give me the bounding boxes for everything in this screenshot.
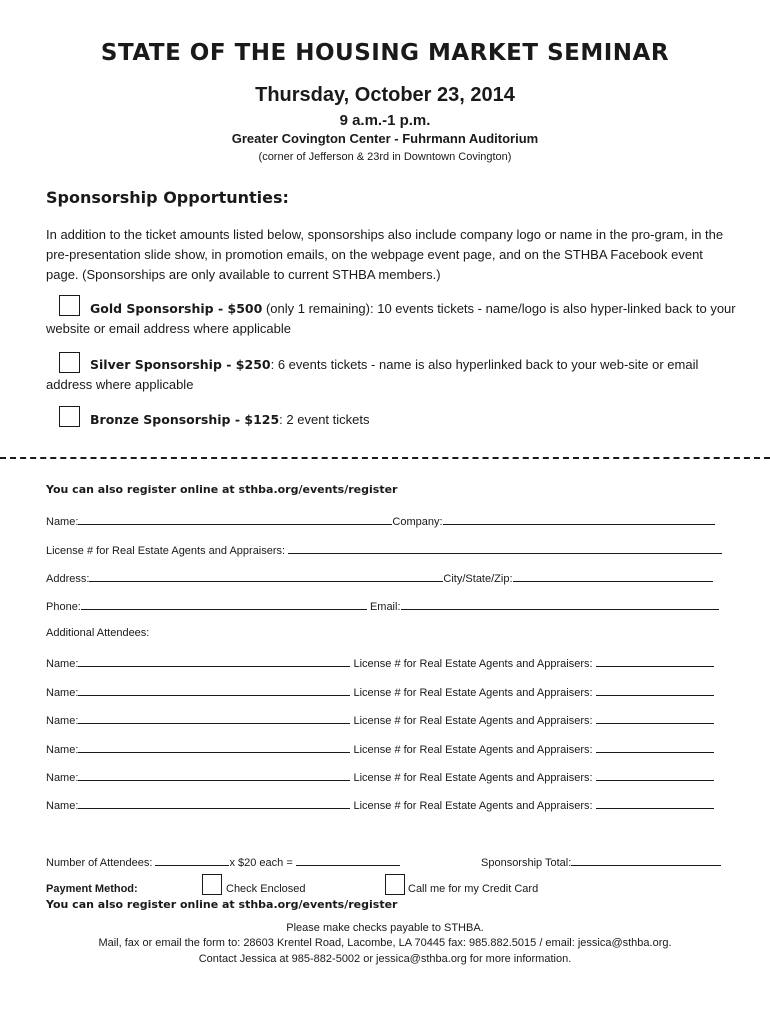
attendee-name-label: Name:: [46, 800, 79, 812]
attendee-license-label: License # for Real Estate Agents and Appraisers:: [353, 715, 593, 727]
seminar-title: STATE OF THE HOUSING MARKET SEMINAR: [100, 40, 670, 66]
attendee-row: [46, 712, 714, 727]
name-label: Name:: [46, 516, 79, 528]
attendee-row: [46, 741, 714, 756]
attendee-total-field[interactable]: [296, 854, 400, 866]
footer-checks-payable: Please make checks payable to STHBA.: [286, 922, 484, 934]
silver-sponsorship-option: [46, 355, 736, 395]
phone-label: Phone:: [46, 601, 81, 613]
company-label: Company:: [392, 516, 443, 528]
name-row: [46, 513, 715, 528]
name-field[interactable]: [78, 513, 392, 525]
attendee-row: [46, 797, 714, 812]
register-online-note: You can also register online at sthba.org/events/register: [46, 483, 398, 496]
sponsorship-total-label: Sponsorship Total:: [481, 857, 572, 869]
attendee-name-label: Name:: [46, 772, 79, 784]
attendee-row: [46, 769, 714, 784]
gold-sponsorship-option: [46, 299, 736, 339]
cut-line-divider: [0, 457, 770, 459]
attendee-name-label: Name:: [46, 744, 79, 756]
attendee-name-field[interactable]: [78, 769, 350, 781]
address-label: Address:: [46, 573, 90, 585]
attendee-license-label: License # for Real Estate Agents and Appraisers:: [353, 744, 593, 756]
num-attendees-label: Number of Attendees:: [46, 857, 153, 869]
email-field[interactable]: [401, 598, 719, 610]
sponsorship-heading: Sponsorship Opportunties:: [46, 188, 289, 207]
attendee-license-label: License # for Real Estate Agents and Appraisers:: [353, 800, 593, 812]
bronze-sponsorship-details: : 2 event tickets: [279, 412, 370, 427]
attendee-license-field[interactable]: [596, 712, 714, 724]
attendee-license-field[interactable]: [596, 655, 714, 667]
attendee-row: [46, 684, 714, 699]
attendee-license-field[interactable]: [596, 741, 714, 753]
register-online-note-bottom: You can also register online at sthba.org/events/register: [46, 898, 398, 911]
attendee-name-field[interactable]: [78, 712, 350, 724]
footer-mail-info: Mail, fax or email the form to: 28603 Krentel Road, Lacombe, LA 70445 fax: 985.882.5015 / email: jessica@sthba.org.: [98, 937, 672, 949]
sponsorship-intro: In addition to the ticket amounts listed below, sponsorships also include company logo or name in the pro-gram, in the pre-presentation slide show, in promotion emails, on the webpage event page, and on the STHBA Facebook event page. (Sponsorships are only available to current STHBA members.): [46, 227, 724, 282]
check-enclosed-checkbox[interactable]: [202, 874, 222, 895]
additional-attendees-label: Additional Attendees:: [46, 627, 150, 639]
attendee-license-field[interactable]: [596, 684, 714, 696]
city-label: City/State/Zip:: [443, 573, 513, 585]
attendee-name-field[interactable]: [78, 797, 350, 809]
phone-field[interactable]: [81, 598, 367, 610]
phone-row: [46, 598, 719, 613]
attendee-name-field[interactable]: [78, 741, 350, 753]
attendee-name-label: Name:: [46, 687, 79, 699]
event-time: 9 a.m.-1 p.m.: [339, 112, 431, 129]
num-attendees-field[interactable]: [155, 854, 229, 866]
address-row: [46, 570, 713, 585]
credit-card-label: Call me for my Credit Card: [408, 883, 539, 895]
check-enclosed-label: Check Enclosed: [226, 883, 306, 895]
sponsorship-total-field[interactable]: [571, 854, 721, 866]
address-field[interactable]: [89, 570, 443, 582]
event-date: Thursday, October 23, 2014: [255, 84, 515, 106]
attendee-count-row: [46, 854, 400, 869]
attendee-license-label: License # for Real Estate Agents and Appraisers:: [353, 772, 593, 784]
location-note: (corner of Jefferson & 23rd in Downtown Covington): [258, 151, 512, 163]
attendee-row: [46, 655, 714, 670]
price-each-label: x $20 each =: [229, 857, 293, 869]
attendee-license-label: License # for Real Estate Agents and Appraisers:: [353, 687, 593, 699]
attendee-name-label: Name:: [46, 715, 79, 727]
footer-contact-info: Contact Jessica at 985-882-5002 or jessica@sthba.org for more information.: [198, 953, 572, 965]
license-label: License # for Real Estate Agents and Appraisers:: [46, 545, 286, 557]
attendee-name-field[interactable]: [78, 684, 350, 696]
license-row: [46, 542, 722, 557]
email-label: Email:: [369, 601, 401, 613]
attendee-license-label: License # for Real Estate Agents and Appraisers:: [353, 658, 593, 670]
gold-sponsorship-details: (only 1 remaining): 10 events tickets - name/logo is also hyper-linked back to your website or email address where applicable: [46, 301, 736, 336]
attendee-license-field[interactable]: [596, 797, 714, 809]
event-venue: Greater Covington Center - Fuhrmann Auditorium: [231, 131, 539, 146]
bronze-sponsorship-name: Bronze Sponsorship - $125: [90, 412, 280, 427]
attendee-name-field[interactable]: [78, 655, 350, 667]
sponsorship-total-row: [481, 854, 721, 869]
gold-sponsorship-name: Gold Sponsorship - $500: [90, 301, 263, 316]
license-field[interactable]: [288, 542, 722, 554]
credit-card-checkbox[interactable]: [385, 874, 405, 895]
payment-method-label: Payment Method:: [46, 883, 138, 895]
silver-sponsorship-details: : 6 events tickets - name is also hyperlinked back to your web-site or email address where applicable: [46, 357, 699, 392]
company-field[interactable]: [443, 513, 715, 525]
attendee-license-field[interactable]: [596, 769, 714, 781]
attendee-name-label: Name:: [46, 658, 79, 670]
city-field[interactable]: [513, 570, 713, 582]
silver-sponsorship-name: Silver Sponsorship - $250: [90, 357, 271, 372]
bronze-sponsorship-option: [46, 410, 736, 430]
